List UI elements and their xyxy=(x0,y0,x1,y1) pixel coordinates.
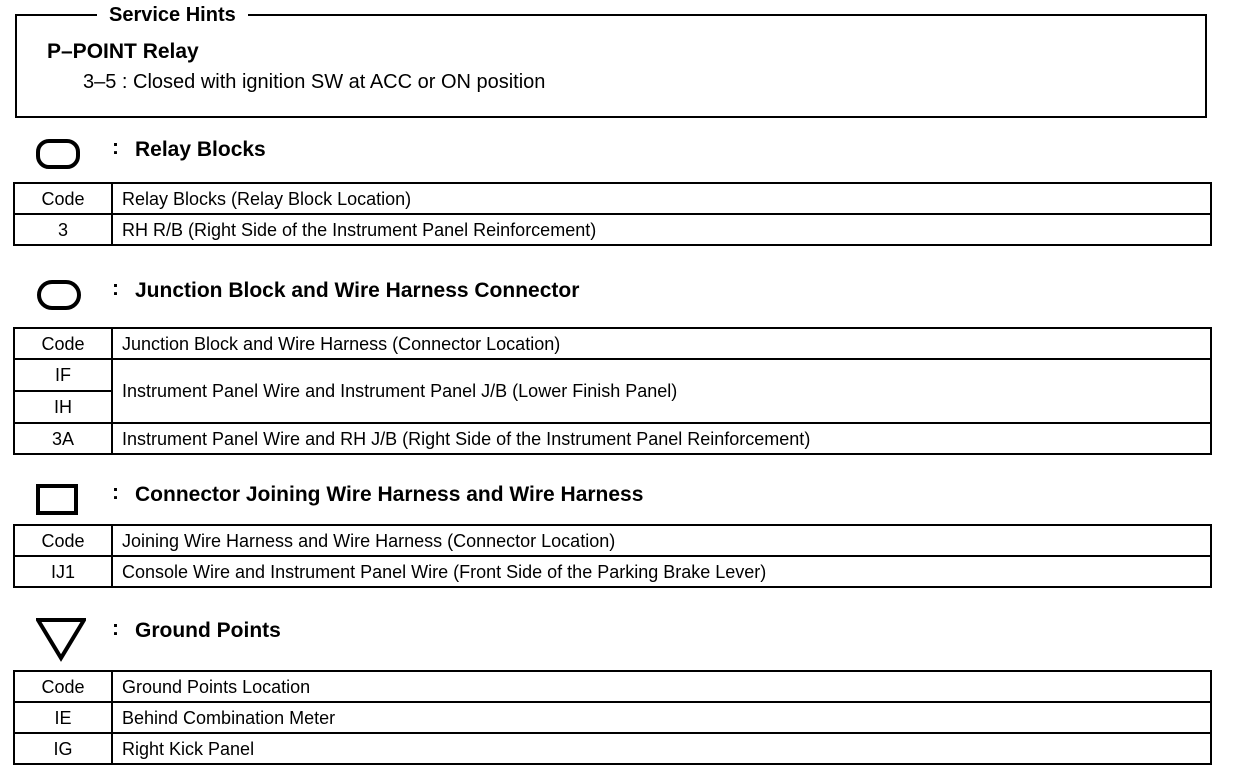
location-cell: Instrument Panel Wire and RH J/B (Right Side of the Instrument Panel Reinforcement) xyxy=(112,423,1211,454)
relay-blocks-colon: : xyxy=(112,136,119,159)
oval-icon xyxy=(36,277,86,311)
code-cell: IF xyxy=(14,359,112,391)
down-triangle-icon xyxy=(36,617,86,663)
code-header: Code xyxy=(14,328,112,359)
rounded-rect-icon xyxy=(36,136,86,170)
ground-points-table xyxy=(13,670,1212,765)
code-cell: IJ1 xyxy=(14,556,112,587)
code-cell: IE xyxy=(14,702,112,733)
table-header-row xyxy=(14,328,1211,359)
table-row xyxy=(14,556,1211,587)
joining-connector-table xyxy=(13,524,1212,588)
joining-connector-colon: : xyxy=(112,481,119,504)
joining-connector-heading xyxy=(36,481,836,515)
location-header: Relay Blocks (Relay Block Location) xyxy=(112,183,1211,214)
service-hint-line: 3–5 : Closed with ignition SW at ACC or ON position xyxy=(83,71,546,93)
table-row xyxy=(14,359,1211,391)
code-header: Code xyxy=(14,525,112,556)
code-header: Code xyxy=(14,183,112,214)
ground-points-title: Ground Points xyxy=(135,619,281,642)
code-cell: 3 xyxy=(14,214,112,245)
location-cell: RH R/B (Right Side of the Instrument Panel Reinforcement) xyxy=(112,214,1211,245)
square-icon xyxy=(36,481,86,515)
relay-blocks-title: Relay Blocks xyxy=(135,138,266,161)
junction-block-title: Junction Block and Wire Harness Connector xyxy=(135,279,580,302)
location-header: Junction Block and Wire Harness (Connector Location) xyxy=(112,328,1211,359)
table-row xyxy=(14,423,1211,454)
service-hints-box xyxy=(15,4,1207,118)
junction-block-colon: : xyxy=(112,277,119,300)
ground-points-heading xyxy=(36,617,836,663)
table-row xyxy=(14,733,1211,764)
location-cell: Instrument Panel Wire and Instrument Panel J/B (Lower Finish Panel) xyxy=(112,359,1211,423)
joining-connector-title: Connector Joining Wire Harness and Wire Harness xyxy=(135,483,644,506)
table-row xyxy=(14,214,1211,245)
relay-blocks-heading xyxy=(36,136,836,170)
code-cell: 3A xyxy=(14,423,112,454)
location-header: Ground Points Location xyxy=(112,671,1211,702)
table-row xyxy=(14,702,1211,733)
code-header: Code xyxy=(14,671,112,702)
junction-block-heading xyxy=(36,277,836,311)
junction-block-table xyxy=(13,327,1212,455)
relay-blocks-table xyxy=(13,182,1212,246)
location-cell: Behind Combination Meter xyxy=(112,702,1211,733)
location-cell: Right Kick Panel xyxy=(112,733,1211,764)
location-cell: Console Wire and Instrument Panel Wire (Front Side of the Parking Brake Lever) xyxy=(112,556,1211,587)
table-header-row xyxy=(14,183,1211,214)
table-header-row xyxy=(14,525,1211,556)
service-hints-legend: Service Hints xyxy=(97,4,248,27)
table-header-row xyxy=(14,671,1211,702)
location-header: Joining Wire Harness and Wire Harness (Connector Location) xyxy=(112,525,1211,556)
service-hint-title: P–POINT Relay xyxy=(47,40,199,63)
code-cell: IG xyxy=(14,733,112,764)
code-cell: IH xyxy=(14,391,112,423)
ground-points-colon: : xyxy=(112,617,119,640)
